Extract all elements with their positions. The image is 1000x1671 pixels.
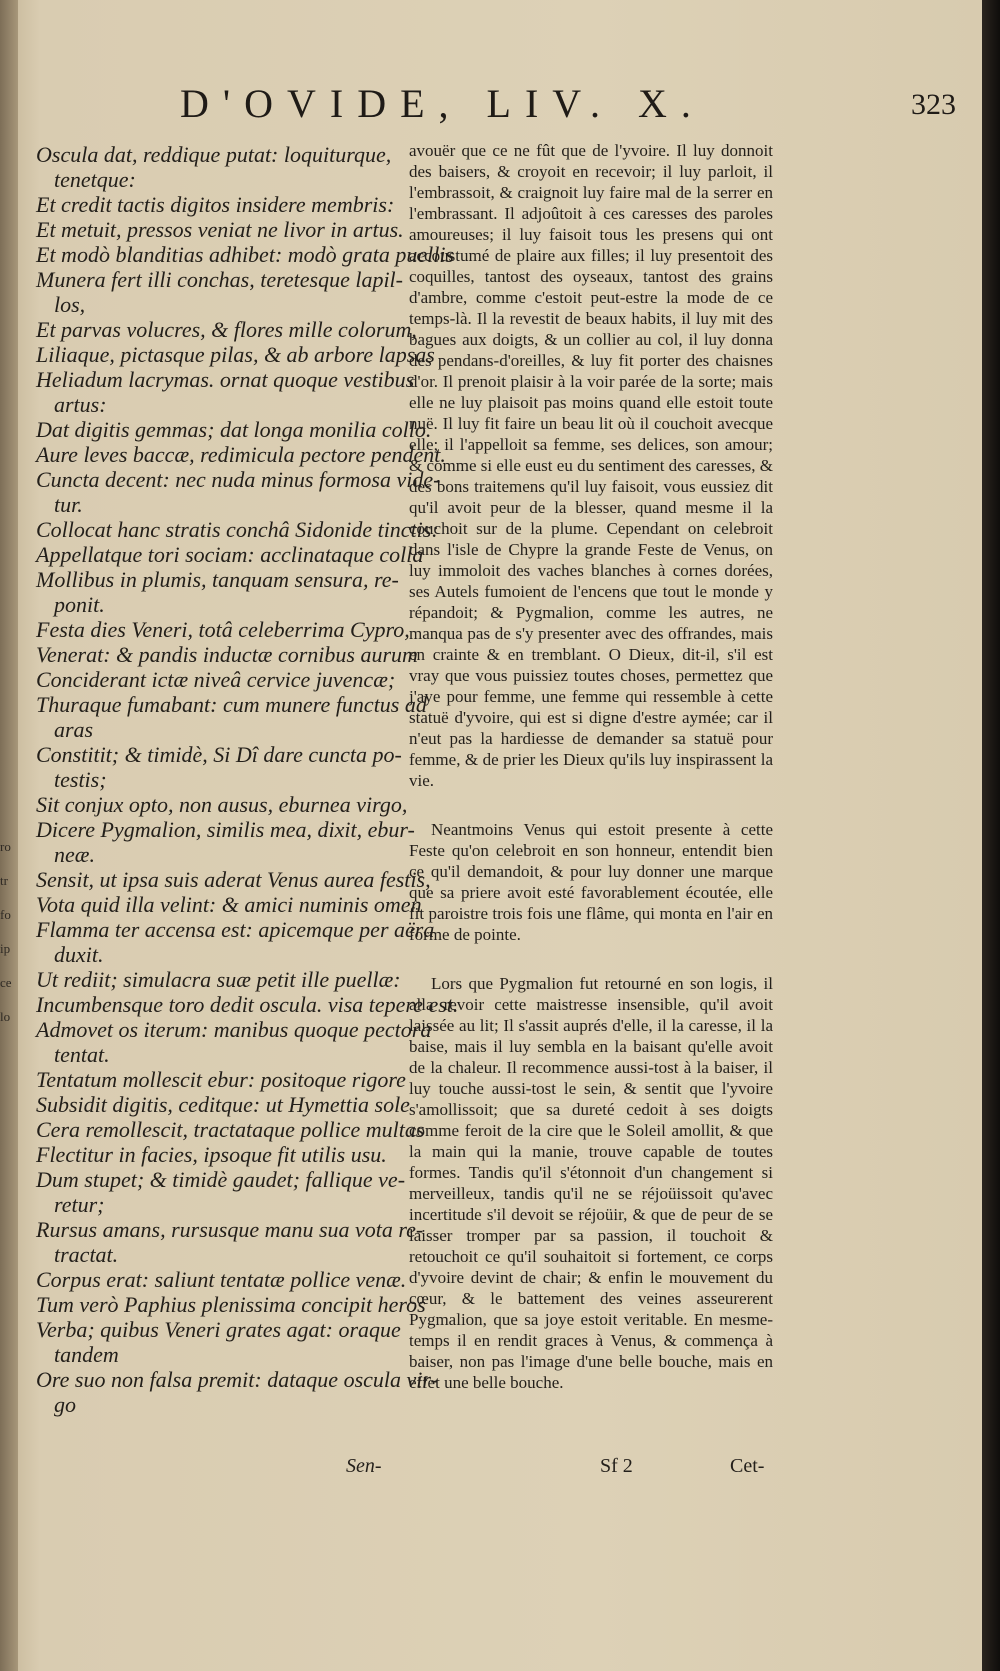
verse-line: ponit.: [54, 592, 105, 617]
verse-line: Rursus amans, rursusque manu sua vota re-: [36, 1217, 424, 1242]
verse-line: Ut rediit; simulacra suæ petit ille puellæ:: [36, 967, 401, 992]
verse-line: retur;: [54, 1192, 105, 1217]
page-header: [180, 80, 960, 136]
page-number: 323: [911, 88, 956, 121]
verse-line: tentat.: [54, 1042, 110, 1067]
verse-line: go: [54, 1392, 76, 1417]
verse-line: Heliadum lacrymas. ornat quoque vestibus: [36, 367, 415, 392]
verse-line: Conciderant ictæ niveâ cervice juvencæ;: [36, 667, 396, 692]
verse-line: Venerat: & pandis inductæ cornibus aurum: [36, 642, 418, 667]
verse-line: neæ.: [54, 842, 95, 867]
verse-line: aras: [54, 717, 94, 742]
verse-line: Flectitur in facies, ipsoque fit utilis usu.: [36, 1142, 387, 1167]
verse-line: Tentatum mollescit ebur: positoque rigore: [36, 1067, 406, 1092]
verse-line: Cera remollescit, tractataque pollice multas: [36, 1117, 425, 1142]
verse-line: Festa dies Veneri, totâ celeberrima Cypro,: [36, 617, 410, 642]
verse-line: Munera fert illi conchas, teretesque lapil-: [36, 267, 403, 292]
margin-fragment: ce: [0, 975, 12, 990]
verse-line: Oscula dat, reddique putat: loquiturque,: [36, 142, 392, 167]
verse-line: Constitit; & timidè, Si Dî dare cuncta po-: [36, 742, 402, 767]
verse-line: Et credit tactis digitos insidere membris:: [36, 192, 395, 217]
verse-line: tenetque:: [54, 167, 136, 192]
verse-line: Collocat hanc stratis conchâ Sidonide tinctis:: [36, 517, 439, 542]
verse-line: Admovet os iterum: manibus quoque pectora: [36, 1017, 432, 1042]
french-prose-column: [409, 140, 773, 1421]
verse-line: Et modò blanditias adhibet: modò grata puellis: [36, 242, 454, 267]
catchword-left: Sen-: [346, 1455, 382, 1477]
verse-line: los,: [54, 292, 86, 317]
verse-line: Verba; quibus Veneri grates agat: oraque: [36, 1317, 401, 1342]
verse-line: duxit.: [54, 942, 104, 967]
verse-line: Vota quid illa velint: & amici numinis omen: [36, 892, 422, 917]
verse-line: Et metuit, pressos veniat ne livor in artus.: [36, 217, 404, 242]
verse-line: tandem: [54, 1342, 119, 1367]
verse-line: tractat.: [54, 1242, 119, 1267]
page-footer: [0, 1455, 982, 1495]
verse-line: Sensit, ut ipsa suis aderat Venus aurea festis,: [36, 867, 431, 892]
verse-line: Liliaque, pictasque pilas, & ab arbore lapsas: [36, 342, 435, 367]
verse-line: Sit conjux opto, non ausus, eburnea virgo,: [36, 792, 408, 817]
running-title: D'OVIDE, LIV. X.: [180, 81, 705, 126]
verse-line: Dat digitis gemmas; dat longa monilia collo.: [36, 417, 432, 442]
verse-line: Appellatque tori sociam: acclinataque colla: [36, 542, 424, 567]
verse-line: tur.: [54, 492, 83, 517]
verse-line: artus:: [54, 392, 107, 417]
margin-fragment: ip: [0, 941, 11, 956]
verse-line: Corpus erat: saliunt tentatæ pollice venæ.: [36, 1267, 407, 1292]
verse-line: Dicere Pygmalion, similis mea, dixit, ebur-: [36, 817, 415, 842]
verse-line: Flamma ter accensa est: apicemque per aëra: [36, 917, 435, 942]
margin-fragment: lo: [0, 1009, 11, 1024]
verse-line: Dum stupet; & timidè gaudet; fallique ve-: [36, 1167, 406, 1192]
verse-line: Subsidit digitis, ceditque: ut Hymettia sole: [36, 1092, 410, 1117]
verse-line: Incumbensque toro dedit oscula. visa tepere est.: [36, 992, 459, 1017]
margin-fragment: fo: [0, 907, 11, 922]
verse-line: Ore suo non falsa premit: dataque oscula vir-: [36, 1367, 438, 1392]
previous-page-fragments: [0, 830, 18, 1034]
verse-line: Cuncta decent: nec nuda minus formosa vide-: [36, 467, 441, 492]
verse-line: testis;: [54, 767, 107, 792]
signature-mark: Sf 2: [600, 1455, 633, 1477]
french-paragraph: avouër que ce ne fût que de l'yvoire. Il luy donnoit des baisers, & croyoit en recevoir; il luy parloit, il l'embrassoit, & craignoit luy faire mal de la serrer en l'embrassant. Il adjoûtoit à ces caresses des paroles amoureuses; il luy faisoit tous les presens qui ont accoustumé de plaire aux filles; il luy presentoit des coquilles, tantost des oyseaux, tantost des grains d'ambre, comme c'estoit peut-estre la mode de ce temps-là. Il la revestit de beaux habits, il luy mit des bagues aux doigts, & un collier au col, il luy donna des pendans-d'oreilles, & luy fit porter des chaisnes d'or. Il prenoit plaisir à la voir parée de la sorte; mais elle ne luy plaisoit pas moins quand elle estoit toute nuë. Il luy fit faire un beau lit où il couchoit avecque elle; il l'appelloit sa femme, ses delices, son amour; & comme si elle eust eu du sentiment des caresses, & des bons traitemens qu'il luy faisoit, vous eussiez dit qu'il avoit peur de la blesser, quand mesme il la couchoit sur de la plume. Cependant on celebroit dans l'isle de Chypre la grande Feste de Venus, on luy immoloit des vaches blanches à cornes dorées, ses Autels fumoient de l'encens que tout le monde y répandoit; & Pygmalion, comme les autres, ne manqua pas de s'y presenter avec des offrandes, mais en crainte & en tremblant. O Dieux, dit-il, s'il est vray que vous puissiez toutes choses, permettez que j'aye pour femme, une femme qui ressemble à cette statuë d'yvoire, qui est si digne d'estre aymée; car il n'eut pas la hardiesse de demander sa statuë pour femme, & de prier les Dieux qu'ils luy inspirassent la vie.: [409, 141, 773, 790]
verse-line: Tum verò Paphius plenissima concipit heros: [36, 1292, 426, 1317]
latin-verse-column: [36, 142, 459, 1417]
catchword-right: Cet-: [730, 1455, 765, 1477]
verse-line: Mollibus in plumis, tanquam sensura, re-: [36, 567, 399, 592]
french-paragraph: Lors que Pygmalion fut retourné en son logis, il alla revoir cette maistresse insensible, qu'il avoit laissée au lit; Il s'assit auprés d'elle, il la caresse, il la baise, mais il luy sembla en la baisant qu'elle avoit de la chaleur. Il recommence aussi-tost à la baiser, il luy touche aussi-tost le sein, & sentit que l'yvoire s'amollissoit; que sa dureté cedoit à ses doigts comme feroit de la cire que le Soleil amollit, & que la main qui la manie, trouve capable de toutes formes. Tandis qu'il s'étonnoit d'un changement si merveilleux, tandis qu'il ne se réjoüissoit qu'avec incertitude s'il devoit se réjoüir, & que de peur de se laisser tromper par sa passion, il touchoit & retouchoit ce qu'il souhaitoit si fortement, ce corps d'yvoire devint de chair; & enfin le mouvement du cœur, & le battement des veines asseurerent Pygmalion, que sa joye estoit veritable. En mesme-temps il en rendit graces à Venus, & commença à baiser, non pas l'image d'une belle bouche, mais en effet une belle bouche.: [409, 974, 773, 1392]
verse-line: Thuraque fumabant: cum munere functus ad: [36, 692, 427, 717]
margin-fragment: ro: [0, 839, 11, 854]
page-edge-shadow: [982, 0, 1000, 1671]
margin-fragment: tr: [0, 873, 8, 888]
verse-line: Et parvas volucres, & flores mille colorum,: [36, 317, 417, 342]
french-paragraph: Neantmoins Venus qui estoit presente à cette Feste qu'on celebroit en son honneur, entendit bien ce qu'il demandoit, & pour luy donner une marque que sa priere avoit esté favorablement écoutée, elle fit paroistre trois fois une flâme, qui monta en l'air en forme de pointe.: [409, 820, 773, 944]
verse-line: Aure leves baccæ, redimicula pectore pendent.: [36, 442, 446, 467]
